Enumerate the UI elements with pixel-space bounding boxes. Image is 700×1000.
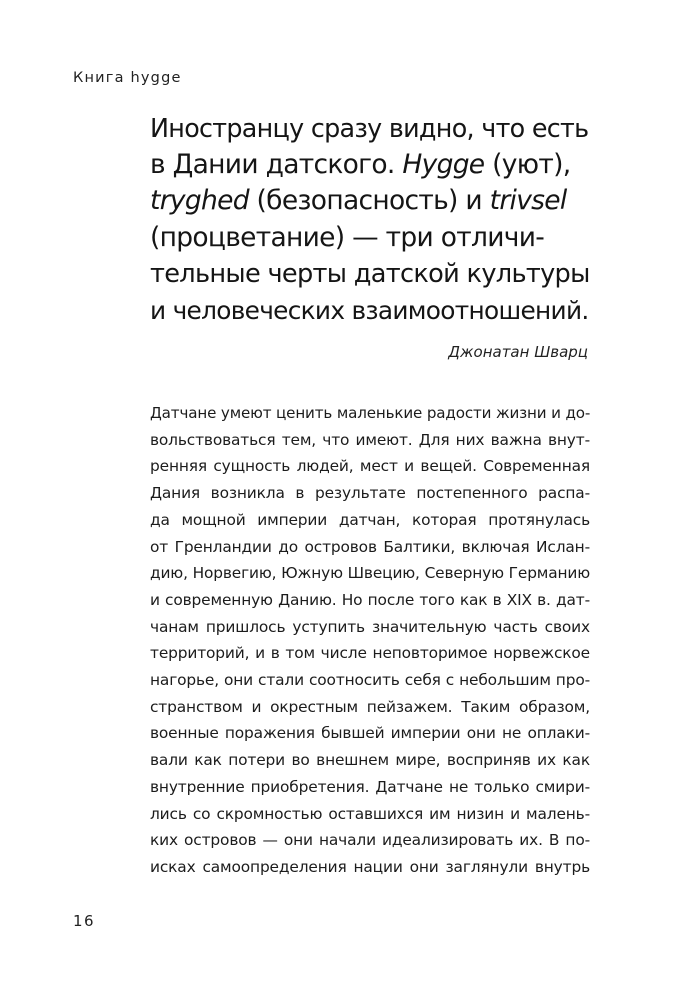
epigraph-line — [150, 110, 590, 147]
epigraph-segment: (процветание) — три отличи- — [150, 221, 545, 253]
body-line: чанам пришлось уступить значительную часть своих — [150, 617, 590, 636]
epigraph-line — [150, 220, 590, 257]
body-text — [150, 400, 590, 881]
epigraph-italic-term: Hygge — [402, 148, 485, 180]
epigraph-segment: в Дании датского. — [150, 148, 403, 180]
body-line: вольствоваться тем, что имеют. Для них важна внут- — [150, 430, 590, 449]
epigraph-line — [150, 256, 590, 293]
epigraph-segment: тельные черты датской культуры — [150, 259, 590, 289]
body-line: территорий, и в том числе неповторимое норвежское — [150, 644, 590, 663]
body-line: внутренние приобретения. Датчане не только смири- — [150, 777, 590, 796]
epigraph-line — [150, 293, 590, 330]
epigraph-line — [150, 183, 590, 220]
body-line: вали как потери во внешнем мире, восприняв их как — [150, 751, 590, 770]
epigraph-italic-term: tryghed — [150, 185, 249, 216]
page-number: 16 — [73, 912, 96, 930]
body-line: лись со скромностью оставшихся им низин и малень- — [150, 804, 590, 823]
epigraph-segment: (уют), — [484, 148, 571, 180]
body-line: Датчане умеют ценить маленькие радости жизни и до- — [150, 404, 591, 422]
epigraph — [150, 110, 590, 361]
body-line: Дания возникла в результате постепенного распа- — [150, 484, 590, 503]
body-line: военные поражения бывшей империи они не оплаки- — [150, 724, 590, 743]
body-line: дию, Норвегию, Южную Швецию, Северную Германию — [150, 564, 590, 583]
body-line: и современную Данию. Но после того как в XIX в. дат- — [150, 590, 590, 609]
body-line: исках самоопределения нации они заглянули внутрь — [150, 857, 590, 876]
epigraph-text — [150, 110, 590, 329]
epigraph-segment: (безопасность) и — [248, 185, 490, 216]
body-line: да мощной империи датчан, которая протянулась — [150, 510, 590, 529]
epigraph-segment: Иностранцу сразу видно, что есть — [150, 113, 589, 143]
body-line: от Гренландии до островов Балтики, включая Ислан- — [150, 537, 590, 556]
body-line: странством и окрестным пейзажем. Таким образом, — [150, 697, 590, 716]
epigraph-attribution: Джонатан Шварц — [448, 343, 588, 361]
epigraph-italic-term: trivsel — [489, 185, 567, 216]
epigraph-segment: и человеческих взаимоотношений. — [150, 295, 589, 325]
body-line: ренняя сущность людей, мест и вещей. Современная — [150, 457, 590, 476]
body-line: нагорье, они стали соотносить себя с небольшим про- — [150, 671, 590, 690]
running-head: Книга hygge — [73, 70, 182, 86]
body-line: ких островов — они начали идеализировать их. В по- — [150, 831, 590, 850]
epigraph-line — [150, 147, 590, 184]
